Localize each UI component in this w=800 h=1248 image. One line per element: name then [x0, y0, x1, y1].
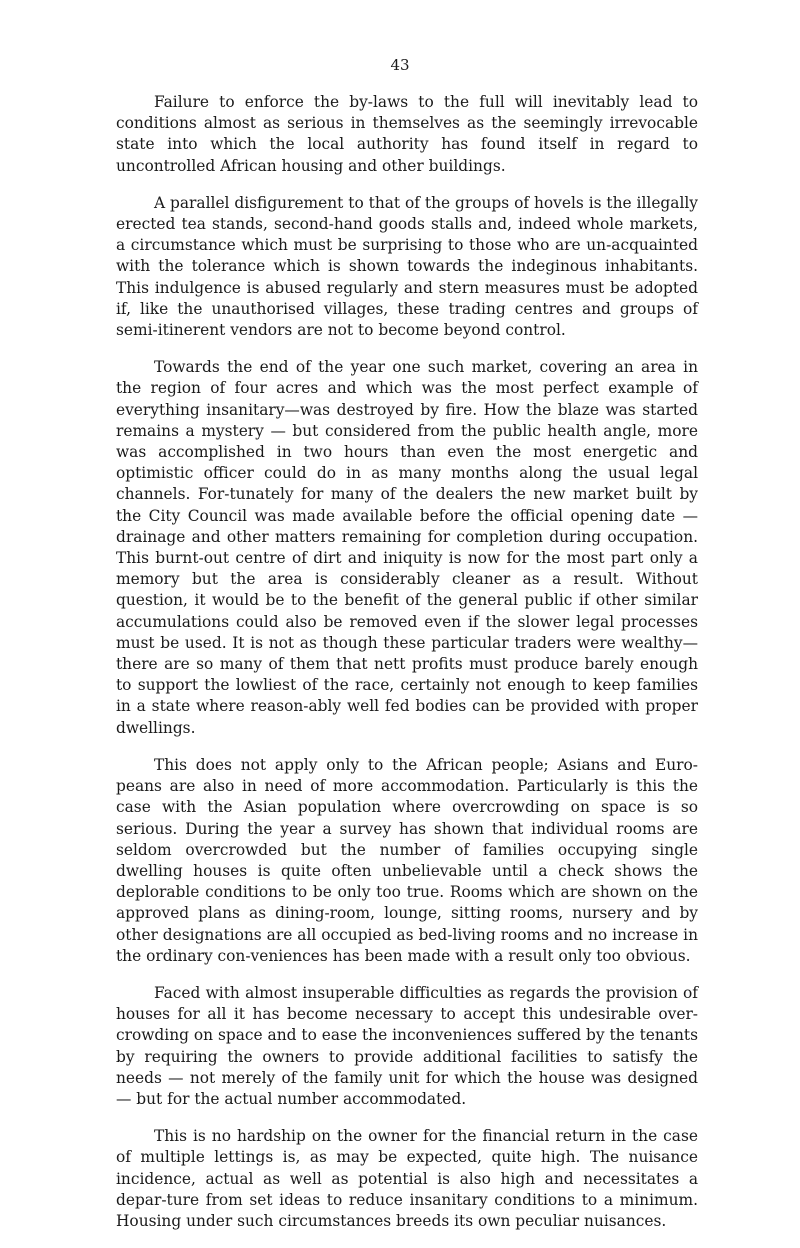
paragraph: A parallel disfigurement to that of the groups of hovels is the illegally erected tea stands, second-hand goods stalls and, indeed whole markets, a circumstance which must be surprising to those who are un-acquainted with the tolerance which is shown towards the indeginous inhabitants. This indulgence is abused regularly and stern measures must be adopted if, like the unauthorised villages, these trading centres and groups of semi-itinerent vendors are not to become beyond control. — [116, 193, 698, 340]
paragraph: Faced with almost insuperable difficulties as regards the provision of houses for all it has become necessary to accept this undesirable over-crowding on space and to ease the inconveniences suffered by the tenants by requiring the owners to provide additional facilities to satisfy the needs — not merely of the family unit for which the house was designed — but for the actual number accommodated. — [116, 983, 698, 1108]
body-text — [116, 92, 698, 1248]
paragraph: Towards the end of the year one such market, covering an area in the region of four acres and which was the most perfect example of everything insanitary—was destroyed by fire. How the blaze was started remains a mystery — but considered from the public health angle, more was accomplished in two hours than even the most energetic and optimistic officer could do in as many months along the usual legal channels. For-tunately for many of the dealers the new market built by the City Council was made available before the official opening date — drainage and other matters remaining for completion during occupation. This burnt-out centre of dirt and iniquity is now for the most part only a memory but the area is considerably cleaner as a result. Without question, it would be to the benefit of the general public if other similar accumulations could also be removed even if the slower legal processes must be used. It is not as though these particular traders were wealthy—there are so many of them that nett profits must produce barely enough to support the lowliest of the race, certainly not enough to keep families in a state where reason-ably well fed bodies can be provided with proper dwellings. — [116, 358, 698, 737]
paragraph: Failure to enforce the by-laws to the full will inevitably lead to conditions almost as serious in themselves as the seemingly irrevocable state into which the local authority has found itself in regard to uncontrolled African housing and other buildings. — [116, 93, 698, 175]
paragraph: This does not apply only to the African people; Asians and Euro-peans are also in need of more accommodation. Particularly is this the case with the Asian population where overcrowding on space is so serious. During the year a survey has shown that individual rooms are seldom overcrowded but the number of families occupying single dwelling houses is quite often unbelievable until a check shows the deplorable conditions to be only too true. Rooms which are shown on the approved plans as dining-room, lounge, sitting rooms, nursery and by other designations are all occupied as bed-living rooms and no increase in the ordinary con-veniences has been made with a result only too obvious. — [116, 755, 698, 965]
page-number: 43 — [390, 56, 410, 74]
paragraph: This is no hardship on the owner for the financial return in the case of multiple lettings is, as may be expected, quite high. The nuisance incidence, actual as well as potential is also high and necessitates a depar-ture from set ideas to reduce insanitary conditions to a minimum. Housing under such circumstances breeds its own peculiar nuisances. — [116, 1127, 698, 1230]
